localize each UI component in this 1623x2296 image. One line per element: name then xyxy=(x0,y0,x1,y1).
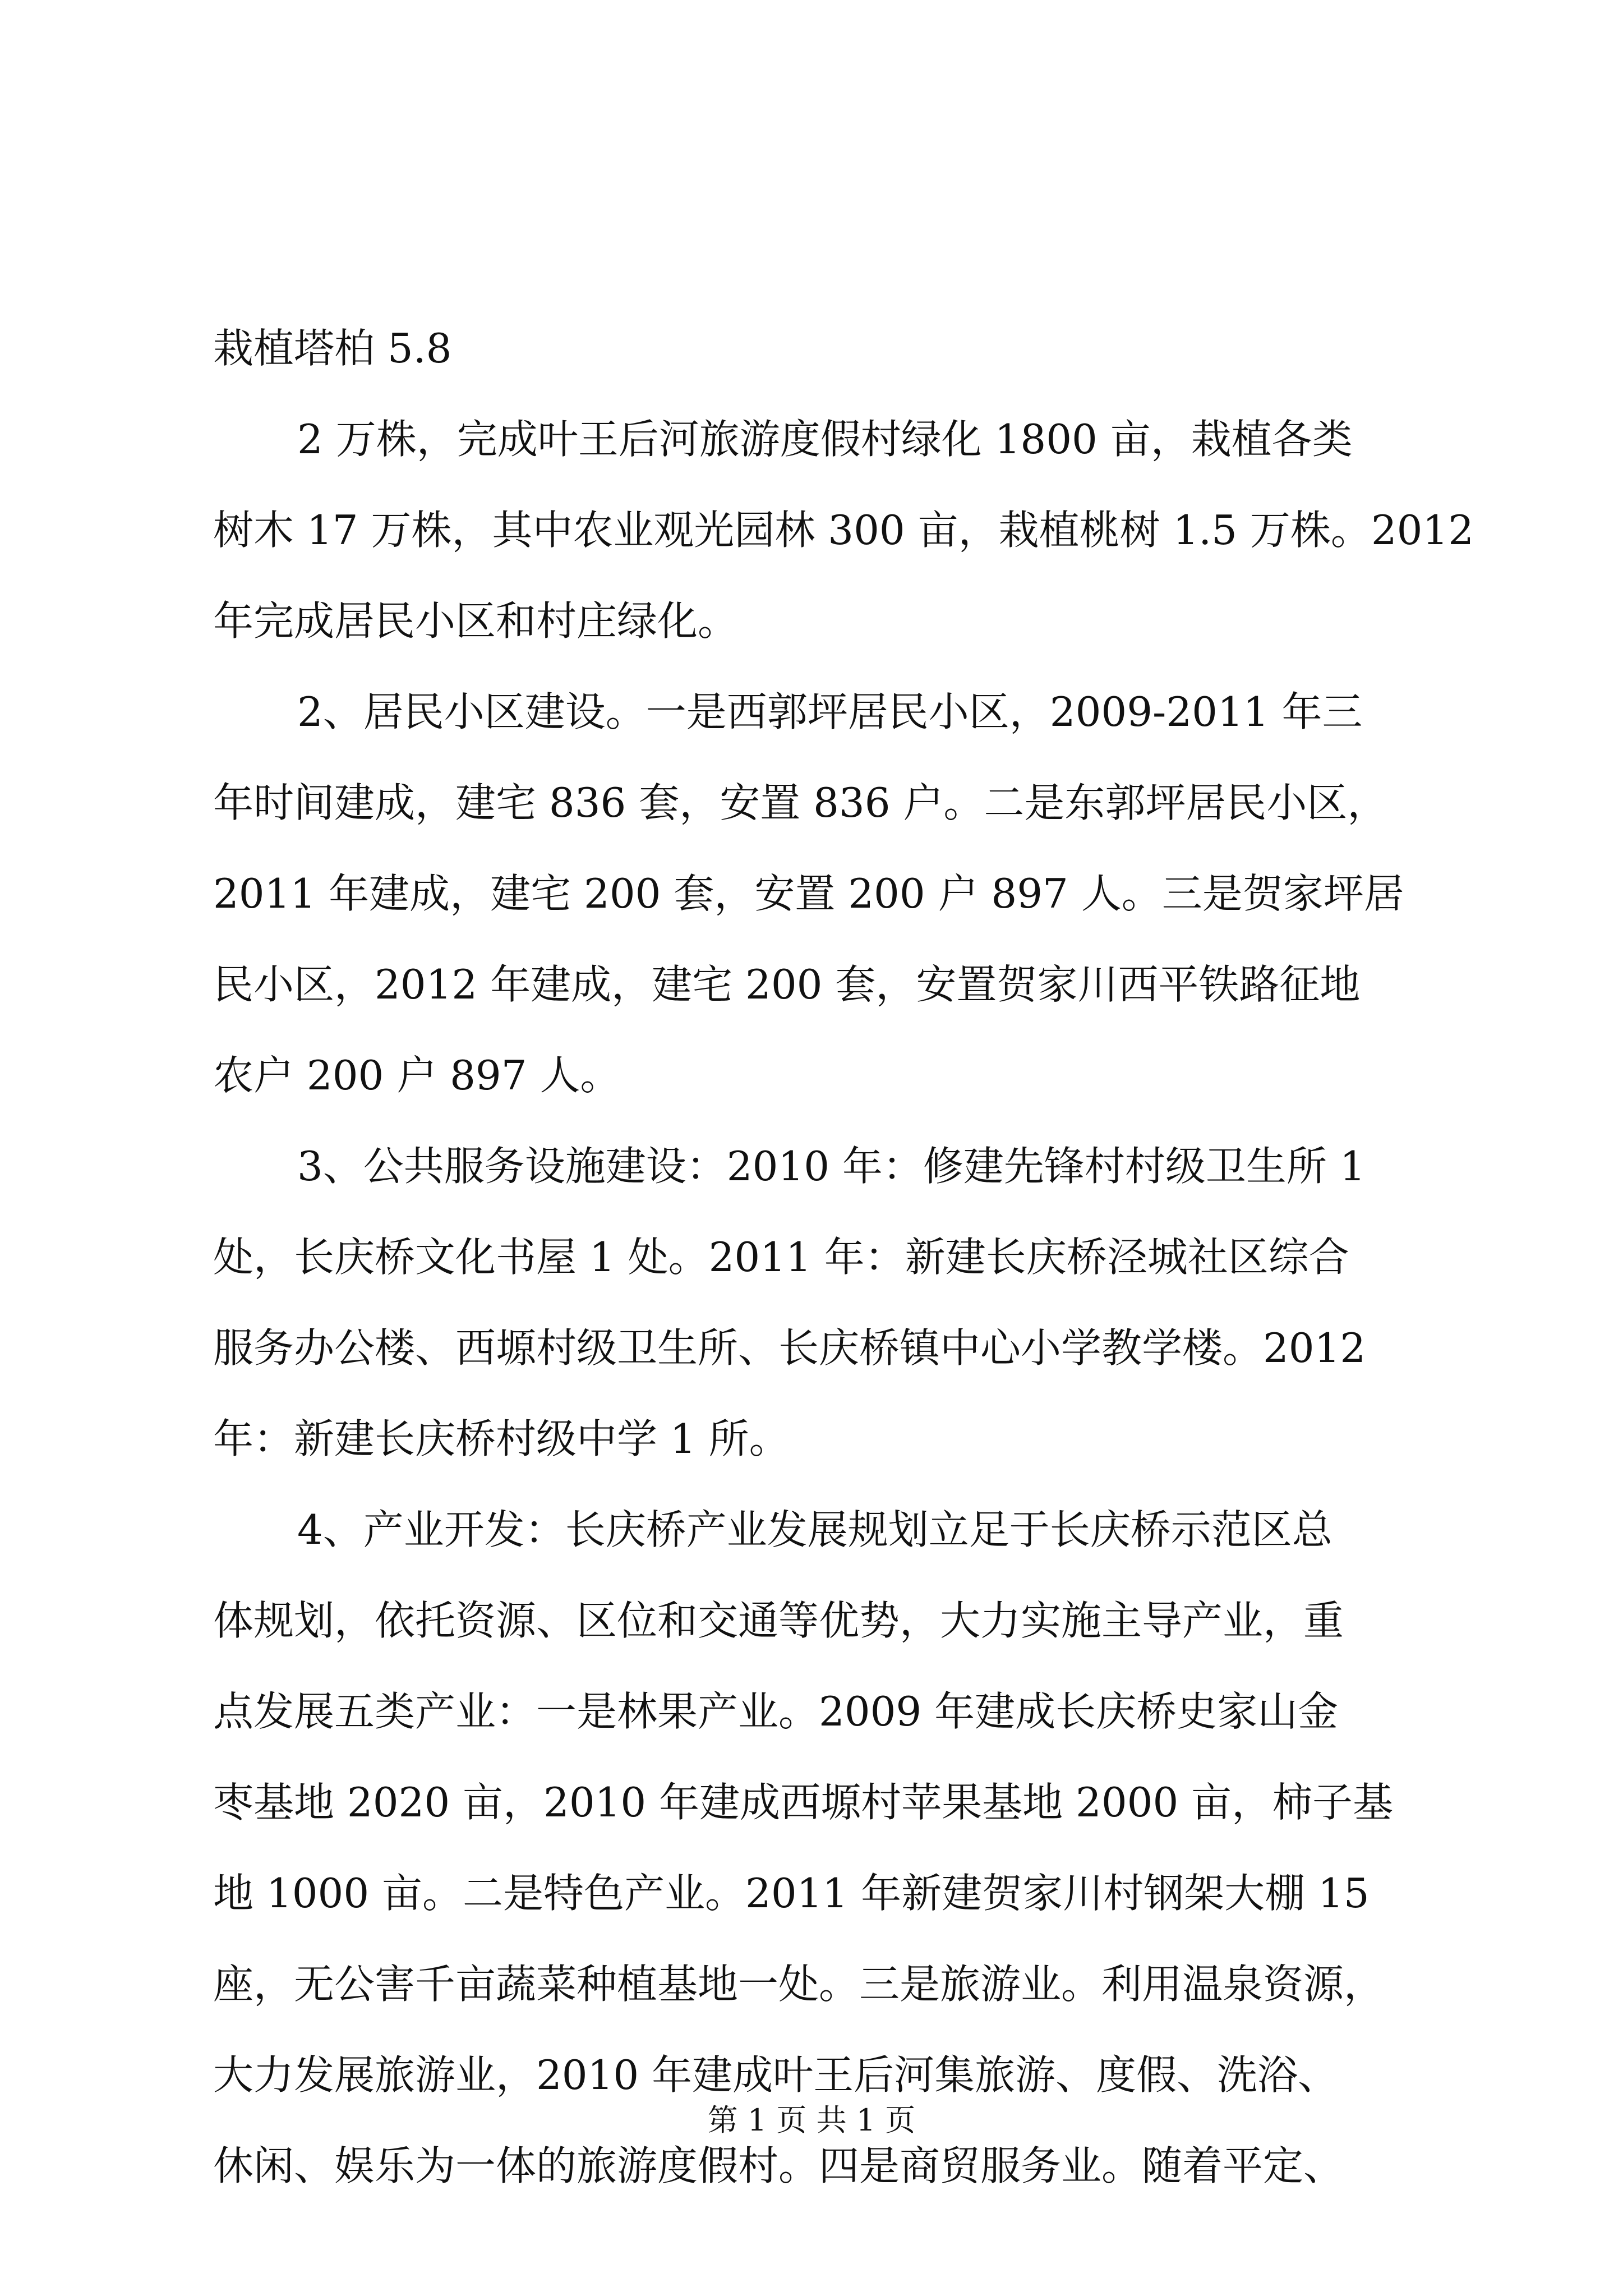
text-line: 枣基地 2020 亩，2010 年建成西塬村苹果基地 2000 亩，柿子基 xyxy=(213,1779,1394,1826)
text-line: 休闲、娱乐为一体的旅游度假村。四是商贸服务业。随着平定、 xyxy=(213,2142,1344,2189)
text-line: 座，无公害千亩蔬菜种植基地一处。三是旅游业。利用温泉资源， xyxy=(213,1961,1385,2008)
page-footer: 第 1 页 共 1 页 xyxy=(707,2102,916,2138)
text-line: 年完成居民小区和村庄绿化。 xyxy=(213,597,739,645)
text-line: 4、产业开发：长庆桥产业发展规划立足于长庆桥示范区总 xyxy=(297,1506,1332,1553)
text-line: 树木 17 万株，其中农业观光园林 300 亩，栽植桃树 1.5 万株。2012 xyxy=(213,507,1474,554)
text-line: 处，长庆桥文化书屋 1 处。2011 年：新建长庆桥泾城社区综合 xyxy=(213,1234,1349,1281)
text-line: 2011 年建成，建宅 200 套，安置 200 户 897 人。三是贺家坪居 xyxy=(213,870,1404,917)
text-line: 民小区，2012 年建成，建宅 200 套，安置贺家川西平铁路征地 xyxy=(213,961,1361,1008)
body-text xyxy=(213,303,1474,2211)
text-line: 农户 200 户 897 人。 xyxy=(213,1052,621,1099)
text-line: 2、居民小区建设。一是西郭坪居民小区，2009-2011 年三 xyxy=(297,688,1363,735)
text-line: 年时间建成，建宅 836 套，安置 836 户。二是东郭坪居民小区， xyxy=(213,779,1388,826)
text-line: 地 1000 亩。二是特色产业。2011 年新建贺家川村钢架大棚 15 xyxy=(213,1870,1370,1917)
text-line: 2 万株，完成叶王后河旅游度假村绿化 1800 亩，栽植各类 xyxy=(297,416,1353,463)
text-line: 栽植塔柏 5.8 xyxy=(213,325,452,372)
text-line: 体规划，依托资源、区位和交通等优势，大力实施主导产业，重 xyxy=(213,1597,1344,1644)
text-line: 3、公共服务设施建设：2010 年：修建先锋村村级卫生所 1 xyxy=(297,1143,1366,1190)
text-line: 点发展五类产业：一是林果产业。2009 年建成长庆桥史家山金 xyxy=(213,1688,1339,1735)
text-line: 服务办公楼、西塬村级卫生所、长庆桥镇中心小学教学楼。2012 xyxy=(213,1324,1366,1372)
text-line: 年：新建长庆桥村级中学 1 所。 xyxy=(213,1415,790,1462)
text-line: 大力发展旅游业，2010 年建成叶王后河集旅游、度假、洗浴、 xyxy=(213,2051,1339,2099)
